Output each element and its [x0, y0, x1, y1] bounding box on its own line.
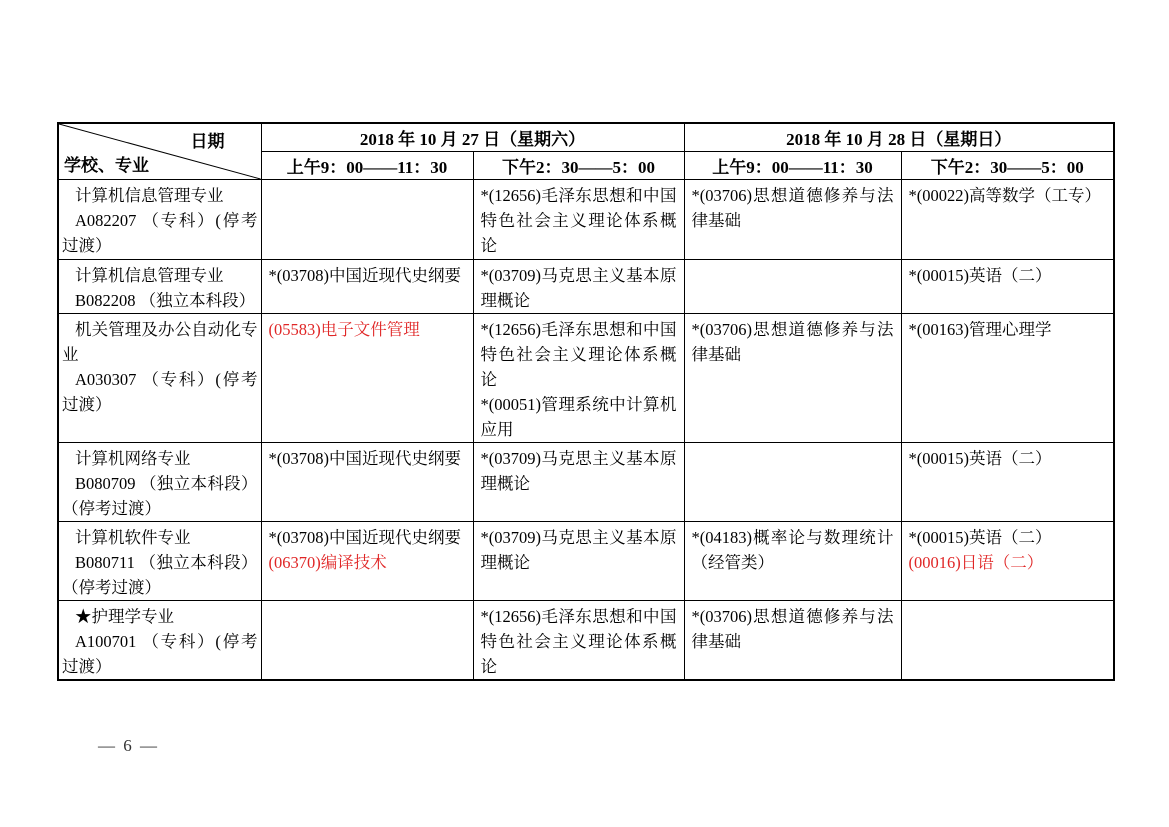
course-entry-red: (00016)日语（二） [908, 553, 1044, 572]
page-number: — 6 — [98, 736, 159, 755]
school-line: B080709 （独立本科段）（停考过渡） [62, 474, 258, 518]
session-cell [901, 260, 1114, 314]
course-entry: *(00015)英语（二） [908, 266, 1052, 285]
course-entry: *(03709)马克思主义基本原理概论 [480, 449, 677, 493]
course-entry: *(00051)管理系统中计算机应用 [480, 395, 677, 439]
date-header-row [58, 123, 1114, 152]
course-entry: *(00015)英语（二） [908, 449, 1052, 468]
school-line: 机关管理及办公自动化专业 [62, 320, 258, 364]
school-line: B082208 （独立本科段） [75, 291, 256, 310]
session-cell [684, 180, 901, 260]
session-cell [473, 314, 684, 443]
session-cell [684, 314, 901, 443]
course-entry: *(00022)高等数学（工专） [908, 186, 1101, 205]
session-cell [261, 522, 473, 601]
course-entry: *(12656)毛泽东思想和中国特色社会主义理论体系概论 [480, 607, 677, 676]
school-line: A082207 （专科）(停考过渡） [62, 211, 258, 255]
time-header-sun-pm: 下午2：30——5：00 [901, 152, 1114, 180]
time-header-sat-pm: 下午2：30——5：00 [473, 152, 684, 180]
school-cell [58, 180, 261, 260]
school-cell [58, 260, 261, 314]
session-cell [901, 314, 1114, 443]
time-header-sat-am: 上午9：00——11：30 [261, 152, 473, 180]
date-header-saturday: 2018 年 10 月 27 日（星期六） [261, 123, 684, 152]
course-entry: *(03709)马克思主义基本原理概论 [480, 266, 677, 310]
course-entry: *(12656)毛泽东思想和中国特色社会主义理论体系概论 [480, 320, 677, 389]
table-body [58, 180, 1114, 681]
course-entry: *(00163)管理心理学 [908, 320, 1052, 339]
school-line: ★护理学专业 [75, 607, 174, 626]
course-entry: *(03708)中国近现代史纲要 [268, 528, 461, 547]
school-cell [58, 601, 261, 681]
session-cell [473, 522, 684, 601]
school-line: B080711 （独立本科段）（停考过渡） [62, 553, 258, 597]
corner-date-label: 日期 [190, 132, 225, 151]
school-line: A100701 （专科）(停考过渡） [62, 632, 258, 676]
school-line: A030307 （专科）(停考过渡） [62, 370, 258, 414]
school-line: 计算机网络专业 [75, 449, 191, 468]
course-entry-red: (06370)编译技术 [268, 553, 387, 572]
session-cell [473, 260, 684, 314]
school-line: 计算机信息管理专业 [75, 186, 224, 205]
corner-header-cell [58, 123, 261, 180]
session-cell [261, 443, 473, 522]
session-cell [901, 180, 1114, 260]
table-row [58, 260, 1114, 314]
course-entry: *(03706)思想道德修养与法律基础 [691, 186, 894, 230]
session-cell [261, 180, 473, 260]
school-line: 计算机信息管理专业 [75, 266, 224, 285]
corner-school-label: 学校、专业 [64, 156, 149, 175]
date-header-sunday: 2018 年 10 月 28 日（星期日） [684, 123, 1114, 152]
school-cell [58, 522, 261, 601]
course-entry: *(03706)思想道德修养与法律基础 [691, 607, 894, 651]
table-row [58, 522, 1114, 601]
table-row [58, 180, 1114, 260]
session-cell [473, 180, 684, 260]
session-cell [684, 260, 901, 314]
course-entry-red: (05583)电子文件管理 [268, 320, 420, 339]
session-cell [901, 601, 1114, 681]
time-header-sun-am: 上午9：00——11：30 [684, 152, 901, 180]
session-cell [684, 522, 901, 601]
exam-schedule-table [57, 122, 1115, 681]
table-row [58, 443, 1114, 522]
course-entry: *(03706)思想道德修养与法律基础 [691, 320, 894, 364]
course-entry: *(12656)毛泽东思想和中国特色社会主义理论体系概论 [480, 186, 677, 255]
session-cell [901, 522, 1114, 601]
session-cell [901, 443, 1114, 522]
table-row [58, 314, 1114, 443]
table-row [58, 601, 1114, 681]
school-cell [58, 443, 261, 522]
course-entry: *(03708)中国近现代史纲要 [268, 266, 461, 285]
session-cell [473, 601, 684, 681]
course-entry: *(00015)英语（二） [908, 528, 1052, 547]
course-entry: *(03709)马克思主义基本原理概论 [480, 528, 677, 572]
session-cell [261, 260, 473, 314]
session-cell [473, 443, 684, 522]
school-cell [58, 314, 261, 443]
session-cell [261, 601, 473, 681]
school-line: 计算机软件专业 [75, 528, 191, 547]
session-cell [261, 314, 473, 443]
course-entry: *(04183)概率论与数理统计（经管类） [691, 528, 894, 572]
session-cell [684, 443, 901, 522]
course-entry: *(03708)中国近现代史纲要 [268, 449, 461, 468]
session-cell [684, 601, 901, 681]
